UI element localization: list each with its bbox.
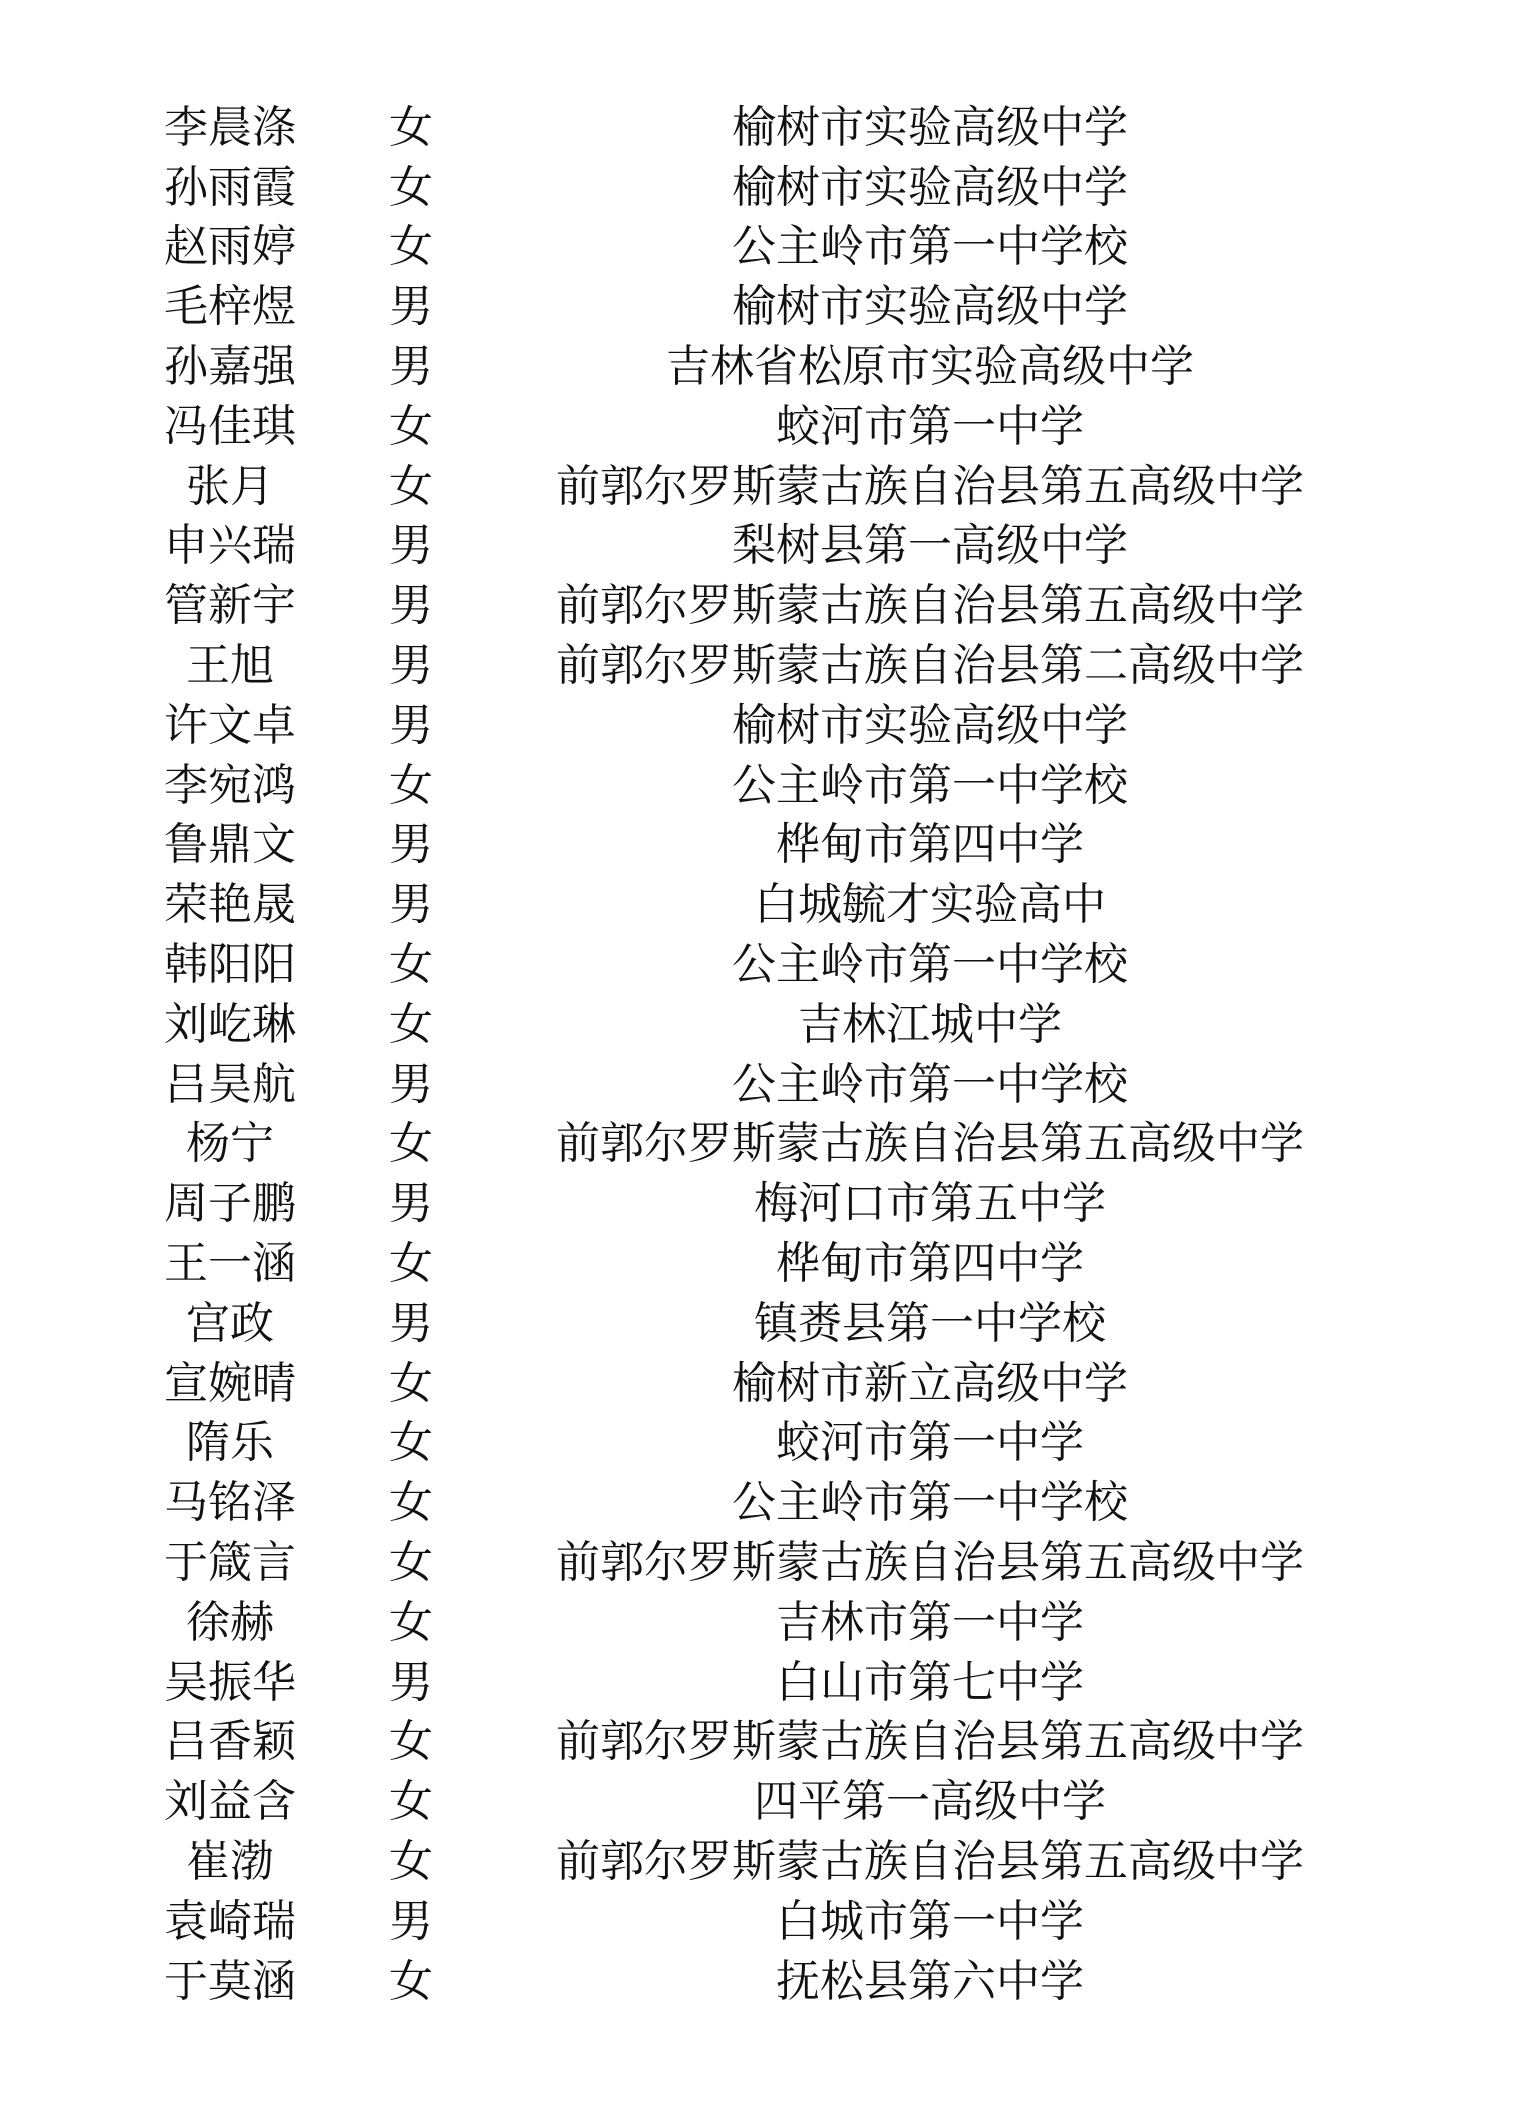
student-school: 榆树市实验高级中学 [732,101,1128,153]
student-name: 袁崎瑞 [164,1895,296,1947]
student-name: 吕昊航 [164,1058,296,1110]
student-school: 公主岭市第一中学校 [732,221,1128,273]
student-gender: 女 [389,1238,433,1290]
student-school: 榆树市实验高级中学 [732,699,1128,751]
list-item [150,1593,1390,1653]
student-gender: 女 [389,1357,433,1409]
student-school: 梨树县第一高级中学 [732,520,1128,572]
student-name: 王旭 [186,640,274,692]
list-item [150,397,1390,457]
list-item [150,1354,1390,1414]
student-gender: 女 [389,161,433,213]
student-gender: 女 [389,221,433,273]
student-school: 蛟河市第一中学 [776,1417,1084,1469]
student-gender: 男 [389,1178,433,1230]
student-gender: 男 [389,1656,433,1708]
student-name: 刘屹琳 [164,998,296,1050]
student-name: 徐赫 [186,1596,274,1648]
student-school: 前郭尔罗斯蒙古族自治县第二高级中学 [556,640,1304,692]
student-name: 刘益含 [164,1776,296,1828]
student-gender: 女 [389,460,433,512]
student-school: 前郭尔罗斯蒙古族自治县第五高级中学 [556,1537,1304,1589]
student-gender: 女 [389,1417,433,1469]
student-gender: 男 [389,520,433,572]
student-name: 李晨涤 [164,101,296,153]
student-gender: 男 [389,1058,433,1110]
list-item [150,636,1390,696]
student-school: 吉林市第一中学 [776,1596,1084,1648]
student-gender: 女 [389,939,433,991]
student-name: 鲁鼎文 [164,819,296,871]
student-gender: 女 [389,1955,433,2007]
list-item [150,1533,1390,1593]
student-school: 白城市第一中学 [776,1895,1084,1947]
student-name: 荣艳晟 [164,879,296,931]
student-name: 周子鹏 [164,1178,296,1230]
list-item [150,816,1390,876]
list-item [150,1772,1390,1832]
student-name: 宣婉晴 [164,1357,296,1409]
student-school: 榆树市实验高级中学 [732,281,1128,333]
list-item [150,337,1390,397]
student-name: 王一涵 [164,1238,296,1290]
list-item [150,517,1390,577]
student-school: 白城毓才实验高中 [754,879,1106,931]
list-item [150,158,1390,218]
student-name: 马铭泽 [164,1477,296,1529]
list-item [150,277,1390,337]
list-item [150,1055,1390,1115]
student-school: 公主岭市第一中学校 [732,939,1128,991]
student-gender: 女 [389,1477,433,1529]
student-gender: 女 [389,101,433,153]
student-gender: 女 [389,1118,433,1170]
student-name: 赵雨婷 [164,221,296,273]
student-name: 许文卓 [164,699,296,751]
list-item [150,1115,1390,1175]
student-name: 隋乐 [186,1417,274,1469]
student-name: 宫政 [186,1297,274,1349]
student-gender: 男 [389,879,433,931]
list-item [150,1713,1390,1773]
list-item [150,576,1390,636]
student-school: 前郭尔罗斯蒙古族自治县第五高级中学 [556,460,1304,512]
list-item [150,218,1390,278]
student-gender: 男 [389,1895,433,1947]
student-name: 于箴言 [164,1537,296,1589]
student-school: 公主岭市第一中学校 [732,1477,1128,1529]
student-name: 韩阳阳 [164,939,296,991]
student-gender: 女 [389,1716,433,1768]
student-name: 于莫涵 [164,1955,296,2007]
list-item [150,1892,1390,1952]
student-gender: 女 [389,1596,433,1648]
list-item [150,1234,1390,1294]
list-item [150,1952,1390,2012]
student-name: 管新宇 [164,580,296,632]
student-gender: 男 [389,819,433,871]
student-gender: 女 [389,1776,433,1828]
list-item [150,696,1390,756]
student-school: 榆树市新立高级中学 [732,1357,1128,1409]
student-gender: 女 [389,400,433,452]
student-school: 前郭尔罗斯蒙古族自治县第五高级中学 [556,580,1304,632]
student-gender: 女 [389,998,433,1050]
student-school: 桦甸市第四中学 [776,819,1084,871]
student-gender: 男 [389,341,433,393]
list-item [150,1653,1390,1713]
student-gender: 男 [389,281,433,333]
list-item [150,1414,1390,1474]
list-item [150,1174,1390,1234]
student-school: 榆树市实验高级中学 [732,161,1128,213]
list-item [150,1473,1390,1533]
list-item [150,1294,1390,1354]
student-school: 梅河口市第五中学 [754,1178,1106,1230]
student-school: 蛟河市第一中学 [776,400,1084,452]
student-school: 镇赉县第一中学校 [754,1297,1106,1349]
student-gender: 女 [389,1537,433,1589]
list-item [150,457,1390,517]
student-school: 前郭尔罗斯蒙古族自治县第五高级中学 [556,1836,1304,1887]
student-gender: 男 [389,1297,433,1349]
list-item [150,98,1390,158]
list-item [150,995,1390,1055]
list-item [150,935,1390,995]
list-item [150,875,1390,935]
student-gender: 男 [389,699,433,751]
student-school: 公主岭市第一中学校 [732,1058,1128,1110]
student-name: 吴振华 [164,1656,296,1708]
student-school: 抚松县第六中学 [776,1955,1084,2007]
student-school: 白山市第七中学 [776,1656,1084,1708]
student-school: 四平第一高级中学 [754,1776,1106,1828]
student-name: 李宛鸿 [164,759,296,811]
student-school: 公主岭市第一中学校 [732,759,1128,811]
student-name: 毛梓煜 [164,281,296,333]
student-school: 吉林省松原市实验高级中学 [666,341,1194,393]
student-name: 吕香颖 [164,1716,296,1768]
list-item [150,1832,1390,1892]
list-item [150,756,1390,816]
student-list [150,98,1390,2012]
student-school: 前郭尔罗斯蒙古族自治县第五高级中学 [556,1118,1304,1170]
student-name: 孙雨霞 [164,161,296,213]
student-school: 吉林江城中学 [798,998,1062,1050]
student-gender: 男 [389,640,433,692]
student-gender: 男 [389,580,433,632]
student-name: 杨宁 [186,1118,274,1170]
student-name: 孙嘉强 [164,341,296,393]
student-name: 张月 [186,460,274,512]
student-gender: 女 [389,759,433,811]
student-school: 前郭尔罗斯蒙古族自治县第五高级中学 [556,1716,1304,1768]
student-name: 冯佳琪 [164,400,296,452]
student-name: 崔渤 [186,1836,274,1887]
student-gender: 女 [389,1836,433,1887]
student-school: 桦甸市第四中学 [776,1238,1084,1290]
student-name: 申兴瑞 [164,520,296,572]
